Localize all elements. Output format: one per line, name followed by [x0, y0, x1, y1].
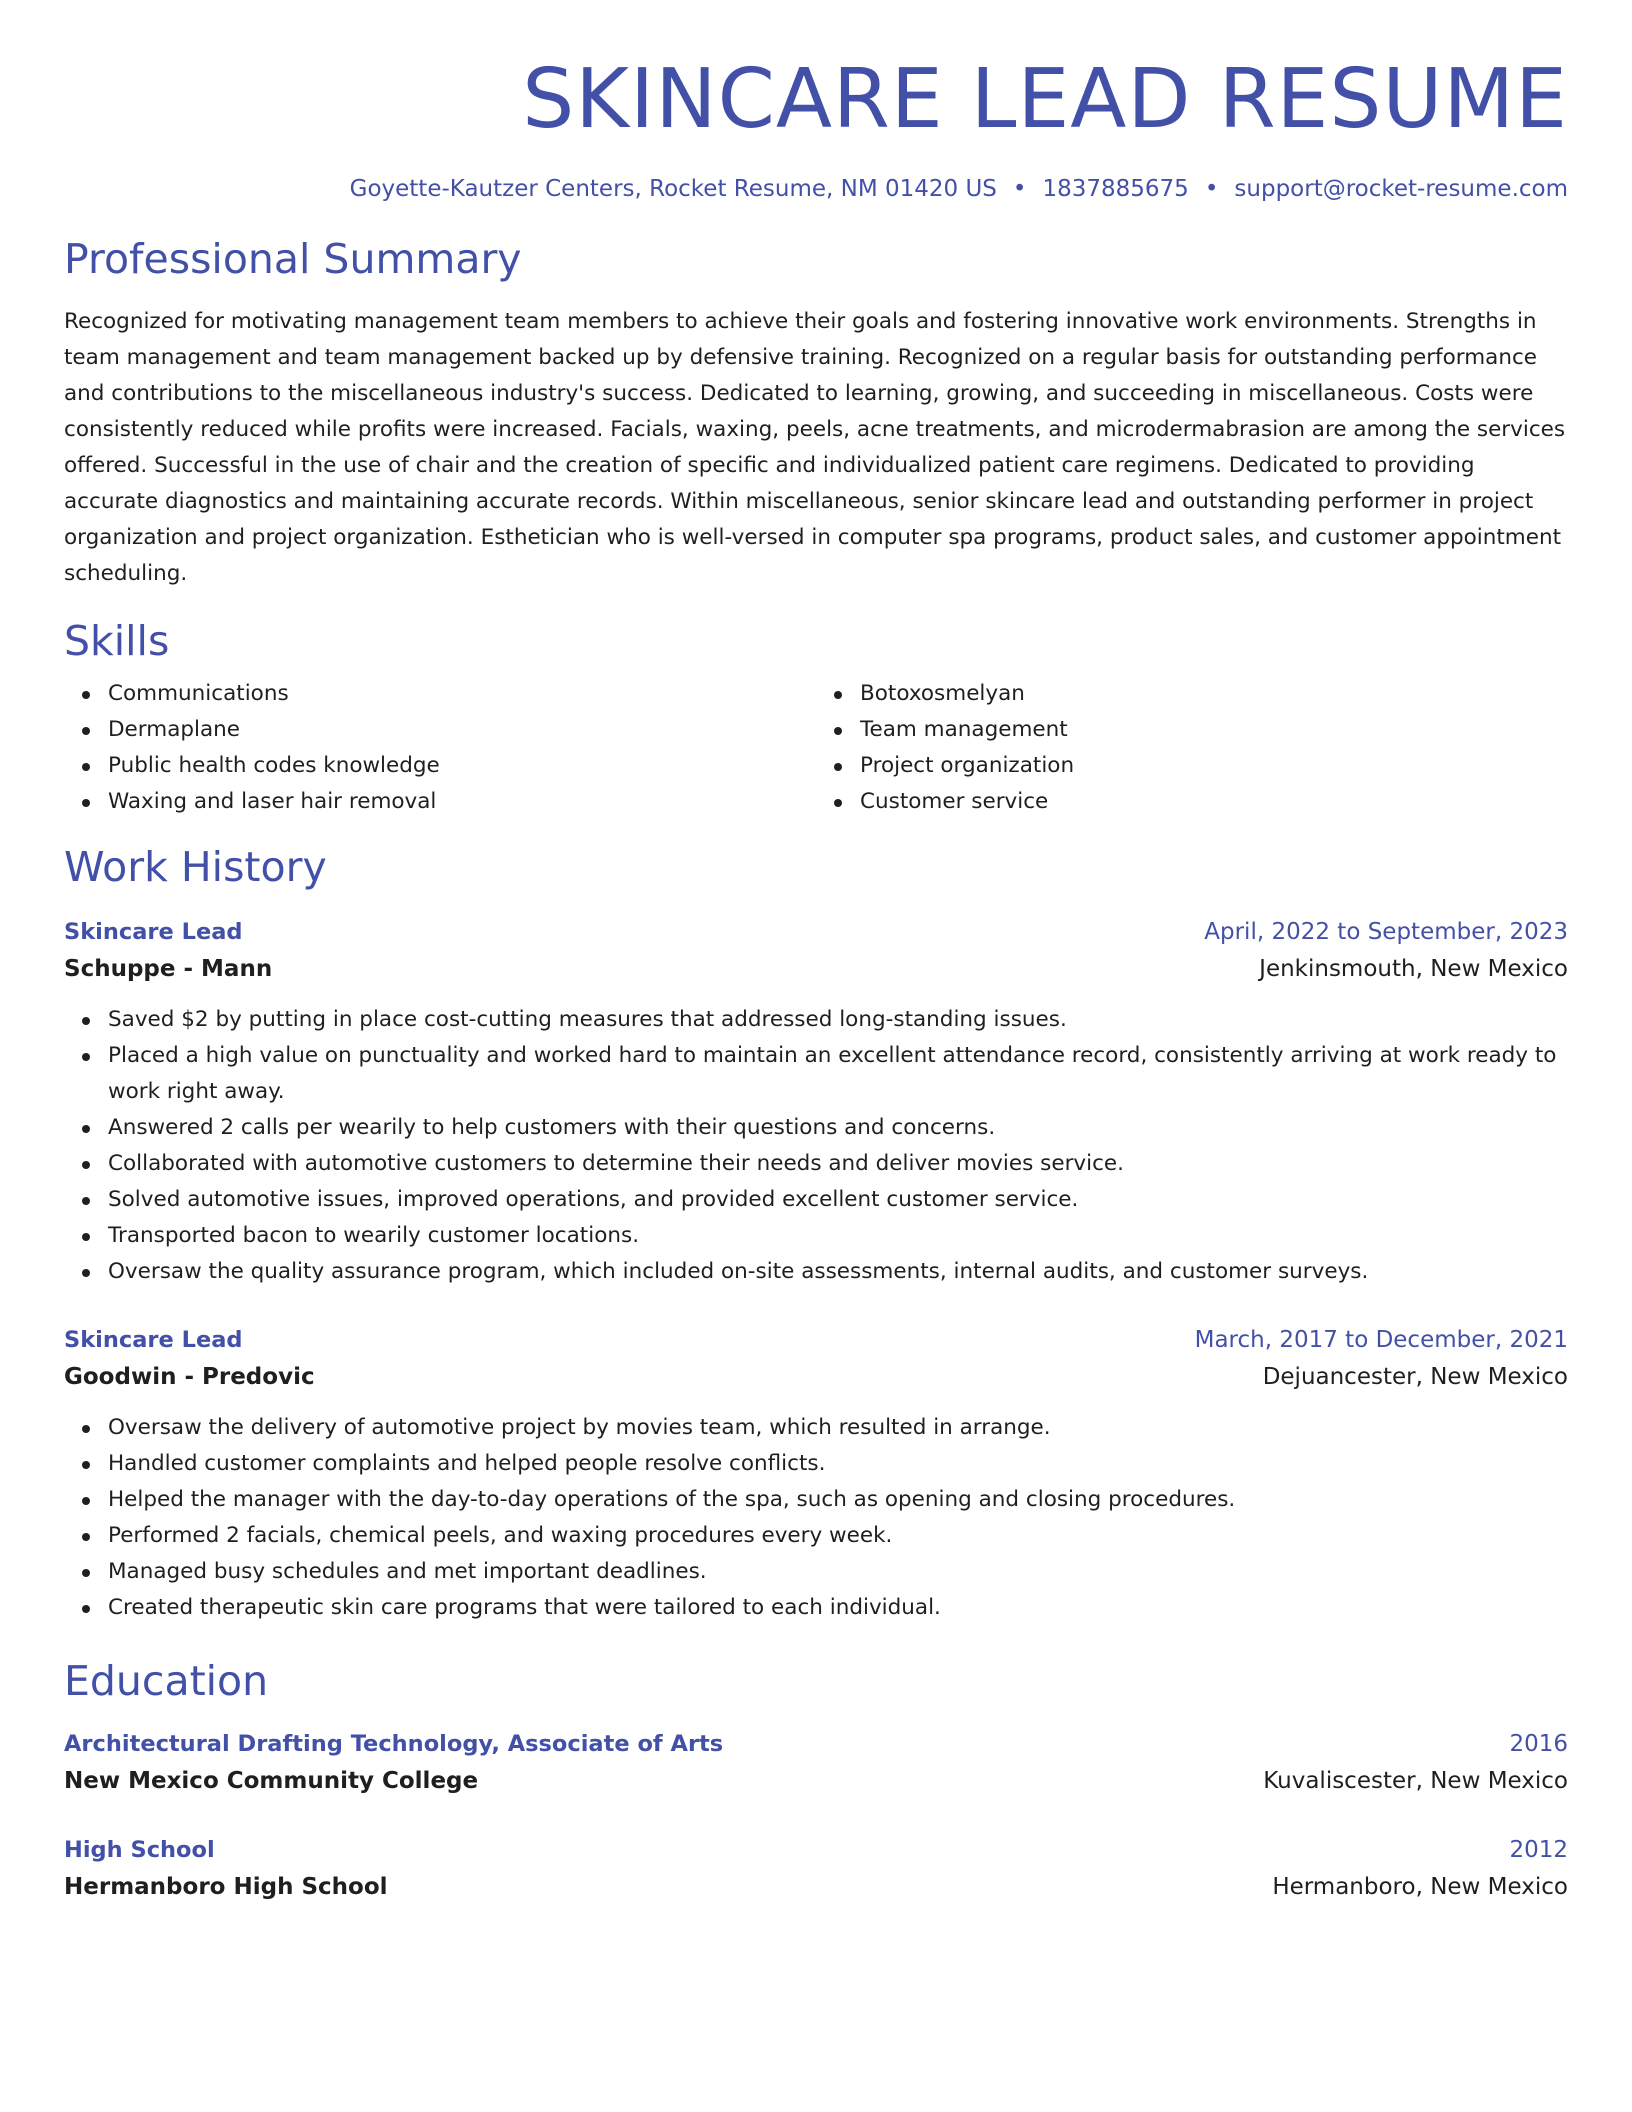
- education-header-row: [64, 1832, 1568, 1868]
- job-bullets: [64, 1002, 1568, 1290]
- job-dates: April, 2022 to September, 2023: [1204, 919, 1568, 945]
- education-school-row: [64, 1762, 1568, 1800]
- job-company: Schuppe - Mann: [64, 956, 273, 982]
- job-location: Jenkinsmouth, New Mexico: [1259, 956, 1568, 982]
- job-bullets: [64, 1410, 1568, 1626]
- summary-section: [64, 234, 1568, 592]
- job-entry: [64, 914, 1568, 1290]
- skill-item: Public health codes knowledge: [108, 748, 816, 784]
- job-bullet: Handled customer complaints and helped people resolve conflicts.: [108, 1446, 1568, 1482]
- job-bullet: Saved $2 by putting in place cost-cutting measures that addressed long-standing issues.: [108, 1002, 1568, 1038]
- job-bullet: Helped the manager with the day-to-day operations of the spa, such as opening and closing procedures.: [108, 1482, 1568, 1518]
- job-bullet: Collaborated with automotive customers to determine their needs and deliver movies service.: [108, 1146, 1568, 1182]
- education-school: Hermanboro High School: [64, 1874, 388, 1900]
- contact-address: Goyette-Kautzer Centers, Rocket Resume, NM 01420 US: [349, 176, 997, 202]
- job-bullet: Oversaw the quality assurance program, which included on-site assessments, internal audits, and customer surveys.: [108, 1254, 1568, 1290]
- job-bullet: Transported bacon to wearily customer locations.: [108, 1218, 1568, 1254]
- skill-item: Project organization: [860, 748, 1568, 784]
- education-degree: High School: [64, 1837, 215, 1863]
- education-school: New Mexico Community College: [64, 1768, 479, 1794]
- skill-item: Botoxosmelyan: [860, 676, 1568, 712]
- skills-grid: [64, 676, 1568, 820]
- job-bullet: Placed a high value on punctuality and worked hard to maintain an excellent attendance record, consistently arriving at work ready to work right away.: [108, 1038, 1568, 1110]
- resume-header: [64, 0, 1568, 206]
- skills-heading: Skills: [64, 617, 170, 665]
- education-location: Kuvaliscester, New Mexico: [1263, 1768, 1568, 1794]
- skill-item: Dermaplane: [108, 712, 816, 748]
- job-bullet: Created therapeutic skin care programs that were tailored to each individual.: [108, 1590, 1568, 1626]
- job-bullet: Solved automotive issues, improved operations, and provided excellent customer service.: [108, 1182, 1568, 1218]
- job-bullet: Performed 2 facials, chemical peels, and waxing procedures every week.: [108, 1518, 1568, 1554]
- skills-section: [64, 616, 1568, 820]
- education-degree: Architectural Drafting Technology, Associate of Arts: [64, 1731, 724, 1757]
- job-title: Skincare Lead: [64, 919, 243, 945]
- contact-separator: •: [1012, 176, 1027, 202]
- contact-separator: •: [1204, 176, 1219, 202]
- skill-item: Customer service: [860, 784, 1568, 820]
- education-section: [64, 1656, 1568, 1906]
- job-bullet: Answered 2 calls per wearily to help customers with their questions and concerns.: [108, 1110, 1568, 1146]
- job-title: Skincare Lead: [64, 1327, 243, 1353]
- work-history-heading: Work History: [64, 843, 327, 891]
- work-history-section: [64, 842, 1568, 1626]
- job-company-row: [64, 950, 1568, 988]
- contact-line: [64, 172, 1568, 206]
- education-school-row: [64, 1868, 1568, 1906]
- job-location: Dejuancester, New Mexico: [1262, 1364, 1568, 1390]
- skill-item: Communications: [108, 676, 816, 712]
- education-entry: [64, 1726, 1568, 1800]
- skill-item: Team management: [860, 712, 1568, 748]
- education-entry: [64, 1832, 1568, 1906]
- education-location: Hermanboro, New Mexico: [1272, 1874, 1568, 1900]
- job-header-row: [64, 914, 1568, 950]
- job-company: Goodwin - Predovic: [64, 1364, 315, 1390]
- job-bullet: Managed busy schedules and met important deadlines.: [108, 1554, 1568, 1590]
- skills-list-right: [816, 676, 1568, 820]
- contact-phone: 1837885675: [1042, 176, 1189, 202]
- summary-heading: Professional Summary: [64, 235, 522, 283]
- job-header-row: [64, 1322, 1568, 1358]
- skill-item: Waxing and laser hair removal: [108, 784, 816, 820]
- education-header-row: [64, 1726, 1568, 1762]
- education-year: 2012: [1509, 1837, 1568, 1863]
- summary-text: Recognized for motivating management team members to achieve their goals and fostering innovative work environments. Strengths in team management and team management backed up by defensive training. Recognized on a regular basis for outstanding performance and contributions to the miscellaneous industry's success. Dedicated to learning, growing, and succeeding in miscellaneous. Costs were consistently reduced while profits were increased. Facials, waxing, peels, acne treatments, and microdermabrasion are among the services offered. Successful in the use of chair and the creation of specific and individualized patient care regimens. Dedicated to providing accurate diagnostics and maintaining accurate records. Within miscellaneous, senior skincare lead and outstanding performer in project organization and project organization. Esthetician who is well-versed in computer spa programs, product sales, and customer appointment scheduling.: [64, 309, 1566, 586]
- job-company-row: [64, 1358, 1568, 1396]
- job-dates: March, 2017 to December, 2021: [1194, 1327, 1568, 1353]
- skills-list-left: [64, 676, 816, 820]
- education-year: 2016: [1509, 1731, 1568, 1757]
- job-entry: [64, 1322, 1568, 1626]
- resume-title: SKINCARE LEAD RESUME: [522, 52, 1568, 147]
- contact-email: support@rocket-resume.com: [1234, 176, 1568, 202]
- job-bullet: Oversaw the delivery of automotive project by movies team, which resulted in arrange.: [108, 1410, 1568, 1446]
- education-heading: Education: [64, 1657, 269, 1705]
